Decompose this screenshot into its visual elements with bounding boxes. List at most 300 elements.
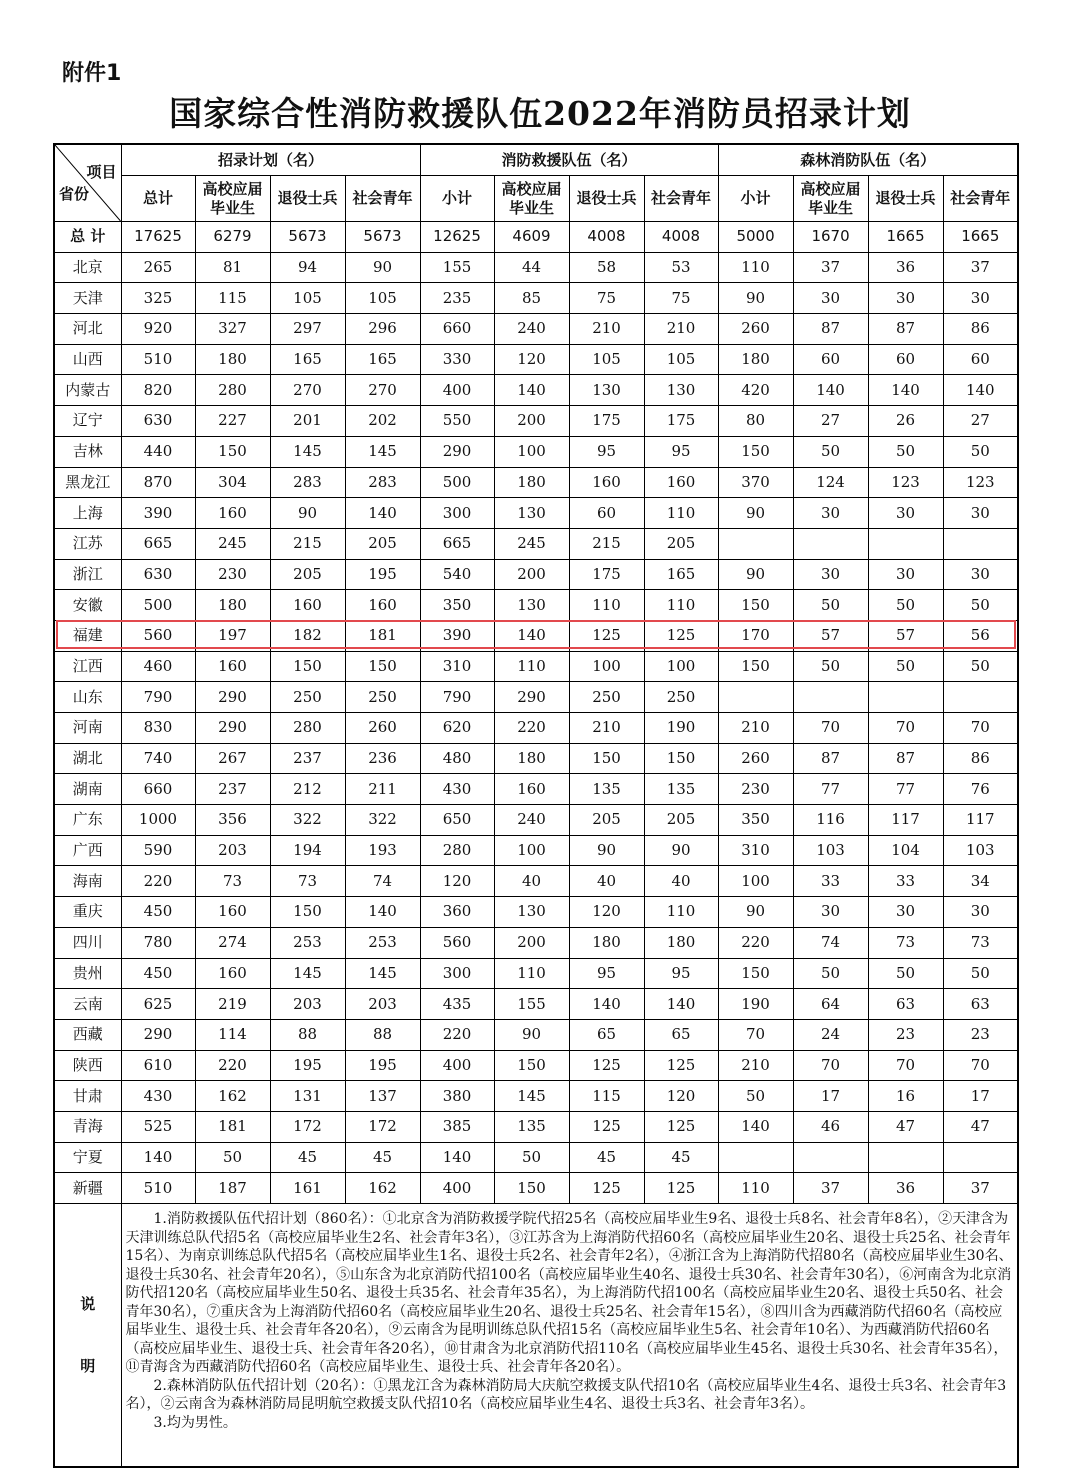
table-cell: 125	[569, 620, 644, 651]
table-cell: 162	[345, 1173, 420, 1204]
table-cell: 500	[420, 467, 494, 498]
table-cell: 500	[121, 590, 195, 621]
table-cell: 274	[195, 927, 270, 958]
table-cell: 390	[420, 620, 494, 651]
table-cell: 145	[345, 958, 420, 989]
notes-label-char: 说	[80, 1295, 96, 1313]
table-cell: 125	[569, 1173, 644, 1204]
table-cell: 30	[943, 897, 1018, 928]
table-cell: 180	[569, 927, 644, 958]
province-name: 江苏	[54, 528, 121, 559]
table-cell: 125	[569, 1111, 644, 1142]
table-row	[54, 498, 1018, 529]
table-cell: 430	[121, 1081, 195, 1112]
table-cell: 160	[345, 590, 420, 621]
note-paragraph: 3.均为男性。	[153, 1414, 237, 1431]
table-cell: 115	[195, 283, 270, 314]
table-cell: 140	[644, 989, 718, 1020]
table-row	[54, 651, 1018, 682]
table-cell: 140	[569, 989, 644, 1020]
col-header-graduates: 高校应届毕业生	[494, 176, 569, 222]
table-row	[54, 528, 1018, 559]
table-cell: 125	[644, 1173, 718, 1204]
table-cell: 195	[345, 1050, 420, 1081]
table-cell: 140	[868, 375, 943, 406]
table-cell: 95	[569, 958, 644, 989]
table-cell: 76	[943, 774, 1018, 805]
table-cell: 65	[644, 1019, 718, 1050]
table-cell: 50	[868, 436, 943, 467]
table-cell: 90	[718, 283, 793, 314]
col-header-veterans: 退役士兵	[270, 176, 345, 222]
table-cell	[718, 1142, 793, 1173]
table-cell: 220	[494, 713, 569, 744]
table-cell: 57	[793, 620, 868, 651]
table-cell: 135	[494, 1111, 569, 1142]
table-cell: 160	[195, 498, 270, 529]
table-cell: 240	[494, 314, 569, 345]
table-cell: 390	[121, 498, 195, 529]
table-cell: 37	[793, 252, 868, 283]
table-cell: 70	[793, 713, 868, 744]
province-name: 四川	[54, 927, 121, 958]
table-cell: 150	[718, 436, 793, 467]
table-cell: 45	[270, 1142, 345, 1173]
table-cell: 790	[121, 682, 195, 713]
table-cell: 17625	[121, 222, 195, 253]
table-cell: 450	[121, 897, 195, 928]
table-row	[54, 774, 1018, 805]
table-cell: 1665	[868, 222, 943, 253]
table-cell: 270	[270, 375, 345, 406]
col-header-total: 总计	[121, 176, 195, 222]
table-cell: 100	[494, 835, 569, 866]
table-cell: 95	[644, 436, 718, 467]
table-cell	[793, 682, 868, 713]
table-cell: 160	[494, 774, 569, 805]
table-cell: 245	[195, 528, 270, 559]
table-cell: 650	[420, 805, 494, 836]
table-cell	[868, 1142, 943, 1173]
table-cell: 155	[420, 252, 494, 283]
table-cell: 630	[121, 559, 195, 590]
table-cell: 170	[718, 620, 793, 651]
table-cell: 610	[121, 1050, 195, 1081]
table-cell: 30	[793, 559, 868, 590]
table-cell: 920	[121, 314, 195, 345]
table-row	[54, 835, 1018, 866]
province-name: 广东	[54, 805, 121, 836]
table-cell: 550	[420, 406, 494, 437]
table-cell	[868, 528, 943, 559]
table-cell: 150	[494, 1173, 569, 1204]
table-cell: 110	[569, 590, 644, 621]
table-row	[54, 1050, 1018, 1081]
table-cell: 125	[569, 1050, 644, 1081]
table-cell: 77	[868, 774, 943, 805]
table-cell: 24	[793, 1019, 868, 1050]
table-cell: 145	[270, 436, 345, 467]
table-cell: 220	[121, 866, 195, 897]
table-cell: 203	[195, 835, 270, 866]
table-cell	[718, 528, 793, 559]
table-cell: 330	[420, 344, 494, 375]
table-cell: 125	[644, 1050, 718, 1081]
province-name: 青海	[54, 1111, 121, 1142]
province-name: 黑龙江	[54, 467, 121, 498]
table-cell: 4008	[644, 222, 718, 253]
province-name: 甘肃	[54, 1081, 121, 1112]
table-cell: 50	[868, 958, 943, 989]
table-cell: 120	[569, 897, 644, 928]
table-cell: 180	[718, 344, 793, 375]
table-cell: 30	[943, 559, 1018, 590]
province-name: 上海	[54, 498, 121, 529]
table-cell: 227	[195, 406, 270, 437]
group-header-plan: 招录计划（名）	[121, 144, 420, 176]
province-name: 宁夏	[54, 1142, 121, 1173]
table-cell: 36	[868, 1173, 943, 1204]
table-cell: 70	[793, 1050, 868, 1081]
table-row	[54, 682, 1018, 713]
note-paragraph: 1.消防救援队伍代招计划（860名）：①北京含为消防救援学院代招25名（高校应届毕业生9名、退役士兵8名、社会青年8名），②天津含为天津训练总队代招5名（高校应届毕业生2名、社会青年3名），③江苏含为上海消防代招60名（高校应届毕业生20名、退役士兵25名、社会青年15名）、为南京训练总队代招5名（高校应届毕业生1名、退役士兵2名、社会青年2名），④浙江含为上海消防代招80名（高校应届毕业生30名、退役士兵30名、社会青年20名），⑤山东含为北京消防代招100名（高校应届毕业生40名、退役士兵30名、社会青年30名），⑥河南含为北京消防代招120名（高校应届毕业生50名、退役士兵35名、社会青年35名），为上海消防代招100名（高校应届毕业生20名、退役士兵50名、社会青年30名），⑦重庆含为上海消防代招60名（高校应届毕业生20名、退役士兵25名、社会青年15名），⑧四川含为西藏消防代招60名（高校应届毕业生、退役士兵、社会青年各20名），⑨云南含为昆明训练总队代招15名（高校应届毕业生5名、社会青年10名）、为西藏消防代招60名（高校应届毕业生、退役士兵、社会青年各20名），⑩甘肃含为北京消防代招110名（高校应届毕业生45名、退役士兵30名、社会青年35名），⑪青海含为西藏消防代招60名（高校应届毕业生、退役士兵、社会青年各20名）。	[125, 1211, 1013, 1375]
table-cell: 105	[270, 283, 345, 314]
table-cell: 283	[270, 467, 345, 498]
table-cell: 165	[345, 344, 420, 375]
table-cell: 1670	[793, 222, 868, 253]
table-cell: 180	[195, 344, 270, 375]
table-cell: 17	[793, 1081, 868, 1112]
table-cell: 50	[793, 436, 868, 467]
table-cell: 86	[943, 314, 1018, 345]
table-cell: 280	[420, 835, 494, 866]
table-cell: 180	[494, 743, 569, 774]
table-cell: 140	[494, 620, 569, 651]
table-cell	[943, 1142, 1018, 1173]
table-cell: 140	[345, 897, 420, 928]
notes-label	[54, 1204, 121, 1468]
table-cell: 30	[943, 283, 1018, 314]
table-cell: 77	[793, 774, 868, 805]
table-cell: 620	[420, 713, 494, 744]
table-cell: 260	[345, 713, 420, 744]
table-row	[54, 406, 1018, 437]
table-cell: 210	[569, 314, 644, 345]
table-row	[54, 805, 1018, 836]
table-cell: 95	[644, 958, 718, 989]
col-header-subtotal: 小计	[420, 176, 494, 222]
table-cell: 150	[718, 590, 793, 621]
table-cell: 50	[943, 436, 1018, 467]
table-cell: 175	[644, 406, 718, 437]
table-cell: 105	[569, 344, 644, 375]
table-cell: 115	[569, 1081, 644, 1112]
table-cell: 74	[345, 866, 420, 897]
table-cell	[718, 682, 793, 713]
table-cell: 197	[195, 620, 270, 651]
table-cell: 290	[121, 1019, 195, 1050]
province-name: 陕西	[54, 1050, 121, 1081]
table-cell: 60	[793, 344, 868, 375]
table-cell: 135	[644, 774, 718, 805]
province-name: 河南	[54, 713, 121, 744]
table-cell: 100	[569, 651, 644, 682]
table-cell: 180	[644, 927, 718, 958]
table-cell: 23	[868, 1019, 943, 1050]
table-cell: 50	[943, 590, 1018, 621]
table-cell: 205	[644, 528, 718, 559]
table-cell: 230	[718, 774, 793, 805]
table-cell: 110	[494, 958, 569, 989]
table-cell: 322	[270, 805, 345, 836]
table-cell: 790	[420, 682, 494, 713]
table-cell: 304	[195, 467, 270, 498]
table-cell: 740	[121, 743, 195, 774]
table-cell: 265	[121, 252, 195, 283]
table-cell: 104	[868, 835, 943, 866]
table-cell: 4008	[569, 222, 644, 253]
table-cell: 40	[569, 866, 644, 897]
table-cell: 250	[644, 682, 718, 713]
col-header-youth: 社会青年	[943, 176, 1018, 222]
table-cell: 150	[644, 743, 718, 774]
province-name: 湖北	[54, 743, 121, 774]
col-header-youth: 社会青年	[345, 176, 420, 222]
table-cell: 120	[420, 866, 494, 897]
table-cell: 370	[718, 467, 793, 498]
table-row	[54, 436, 1018, 467]
table-cell: 50	[793, 590, 868, 621]
table-cell: 135	[569, 774, 644, 805]
table-cell: 123	[868, 467, 943, 498]
table-row	[54, 1081, 1018, 1112]
table-cell: 150	[718, 958, 793, 989]
table-cell: 325	[121, 283, 195, 314]
table-cell: 181	[345, 620, 420, 651]
table-cell: 33	[868, 866, 943, 897]
table-cell: 155	[494, 989, 569, 1020]
table-cell: 240	[494, 805, 569, 836]
table-cell: 4609	[494, 222, 569, 253]
table-cell: 200	[494, 927, 569, 958]
table-cell: 450	[121, 958, 195, 989]
table-cell: 250	[569, 682, 644, 713]
province-name: 浙江	[54, 559, 121, 590]
table-cell: 205	[270, 559, 345, 590]
table-cell: 6279	[195, 222, 270, 253]
table-row	[54, 1142, 1018, 1173]
province-name: 广西	[54, 835, 121, 866]
table-cell: 95	[569, 436, 644, 467]
table-cell: 60	[569, 498, 644, 529]
table-cell: 103	[943, 835, 1018, 866]
table-cell: 70	[943, 713, 1018, 744]
table-cell: 310	[718, 835, 793, 866]
table-row	[54, 989, 1018, 1020]
table-cell: 16	[868, 1081, 943, 1112]
province-name: 北京	[54, 252, 121, 283]
total-row	[54, 222, 1018, 253]
table-cell: 58	[569, 252, 644, 283]
col-header-veterans: 退役士兵	[569, 176, 644, 222]
province-name: 天津	[54, 283, 121, 314]
table-cell: 140	[345, 498, 420, 529]
table-cell: 267	[195, 743, 270, 774]
table-cell: 435	[420, 989, 494, 1020]
table-cell: 37	[943, 252, 1018, 283]
table-cell: 65	[569, 1019, 644, 1050]
table-cell: 200	[494, 559, 569, 590]
table-cell: 5673	[270, 222, 345, 253]
table-cell: 510	[121, 344, 195, 375]
table-cell: 30	[868, 283, 943, 314]
table-cell: 70	[868, 713, 943, 744]
table-cell: 36	[868, 252, 943, 283]
table-cell: 660	[420, 314, 494, 345]
table-cell: 194	[270, 835, 345, 866]
table-cell: 480	[420, 743, 494, 774]
table-cell: 160	[195, 958, 270, 989]
table-cell: 250	[270, 682, 345, 713]
table-cell: 130	[494, 897, 569, 928]
table-cell: 30	[868, 897, 943, 928]
table-row	[54, 927, 1018, 958]
table-cell: 150	[345, 651, 420, 682]
table-cell: 205	[345, 528, 420, 559]
table-cell: 160	[644, 467, 718, 498]
table-cell: 47	[868, 1111, 943, 1142]
table-cell: 131	[270, 1081, 345, 1112]
table-cell: 350	[718, 805, 793, 836]
notes-label-char: 明	[80, 1357, 96, 1375]
table-cell: 37	[943, 1173, 1018, 1204]
table-cell: 57	[868, 620, 943, 651]
note-paragraph: 2.森林消防队伍代招计划（20名）：①黑龙江含为森林消防局大庆航空救援支队代招10名（高校应届毕业生4名、退役士兵3名、社会青年3名），②云南含为森林消防局昆明航空救援支队代招10名（高校应届毕业生4名、退役士兵3名、社会青年3名）。	[125, 1377, 1007, 1412]
table-cell: 203	[345, 989, 420, 1020]
table-cell: 230	[195, 559, 270, 590]
table-cell: 116	[793, 805, 868, 836]
table-cell: 290	[420, 436, 494, 467]
province-name: 河北	[54, 314, 121, 345]
table-cell: 34	[943, 866, 1018, 897]
table-cell: 780	[121, 927, 195, 958]
table-cell: 327	[195, 314, 270, 345]
table-cell: 360	[420, 897, 494, 928]
table-cell: 161	[270, 1173, 345, 1204]
table-cell: 5673	[345, 222, 420, 253]
table-cell: 73	[195, 866, 270, 897]
col-header-graduates: 高校应届毕业生	[195, 176, 270, 222]
table-row	[54, 958, 1018, 989]
table-cell: 356	[195, 805, 270, 836]
table-cell: 74	[793, 927, 868, 958]
table-cell: 140	[793, 375, 868, 406]
table-cell: 70	[868, 1050, 943, 1081]
table-row	[54, 559, 1018, 590]
table-cell: 665	[420, 528, 494, 559]
table-cell: 90	[718, 498, 793, 529]
table-cell: 73	[270, 866, 345, 897]
table-cell: 87	[868, 314, 943, 345]
table-cell: 114	[195, 1019, 270, 1050]
table-cell: 23	[943, 1019, 1018, 1050]
table-cell: 560	[420, 927, 494, 958]
table-cell	[868, 682, 943, 713]
table-cell: 165	[644, 559, 718, 590]
province-name: 山东	[54, 682, 121, 713]
group-header-forest: 森林消防队伍（名）	[718, 144, 1018, 176]
table-cell: 280	[195, 375, 270, 406]
table-cell: 80	[718, 406, 793, 437]
province-name: 山西	[54, 344, 121, 375]
table-cell: 30	[868, 559, 943, 590]
table-cell: 117	[868, 805, 943, 836]
table-cell: 1000	[121, 805, 195, 836]
table-cell: 212	[270, 774, 345, 805]
table-cell: 182	[270, 620, 345, 651]
table-cell	[793, 1142, 868, 1173]
table-cell: 50	[195, 1142, 270, 1173]
table-cell: 215	[569, 528, 644, 559]
header-corner-cell	[54, 144, 121, 222]
table-cell: 253	[270, 927, 345, 958]
table-cell: 45	[569, 1142, 644, 1173]
recruitment-plan-table	[53, 143, 1019, 1468]
table-cell: 400	[420, 1173, 494, 1204]
table-cell: 90	[718, 559, 793, 590]
province-name: 江西	[54, 651, 121, 682]
table-cell: 203	[270, 989, 345, 1020]
table-cell: 150	[718, 651, 793, 682]
table-cell: 50	[868, 651, 943, 682]
table-cell: 870	[121, 467, 195, 498]
table-cell: 87	[868, 743, 943, 774]
table-cell: 50	[793, 958, 868, 989]
table-cell: 60	[868, 344, 943, 375]
table-cell: 105	[345, 283, 420, 314]
table-cell: 202	[345, 406, 420, 437]
table-cell: 510	[121, 1173, 195, 1204]
table-cell: 5000	[718, 222, 793, 253]
table-cell: 322	[345, 805, 420, 836]
table-cell: 50	[868, 590, 943, 621]
table-cell: 12625	[420, 222, 494, 253]
table-cell: 590	[121, 835, 195, 866]
table-cell: 27	[793, 406, 868, 437]
table-cell: 180	[195, 590, 270, 621]
table-row	[54, 375, 1018, 406]
table-row	[54, 743, 1018, 774]
table-cell: 187	[195, 1173, 270, 1204]
table-cell	[943, 528, 1018, 559]
table-cell: 210	[569, 713, 644, 744]
table-cell: 103	[793, 835, 868, 866]
province-name: 湖南	[54, 774, 121, 805]
table-cell: 219	[195, 989, 270, 1020]
table-cell: 260	[718, 314, 793, 345]
table-cell: 235	[420, 283, 494, 314]
table-row	[54, 344, 1018, 375]
table-cell: 90	[345, 252, 420, 283]
table-cell: 45	[345, 1142, 420, 1173]
table-cell: 27	[943, 406, 1018, 437]
table-cell: 110	[644, 590, 718, 621]
table-cell: 290	[195, 682, 270, 713]
table-cell: 75	[569, 283, 644, 314]
table-cell: 90	[718, 897, 793, 928]
table-cell: 350	[420, 590, 494, 621]
table-cell: 110	[494, 651, 569, 682]
